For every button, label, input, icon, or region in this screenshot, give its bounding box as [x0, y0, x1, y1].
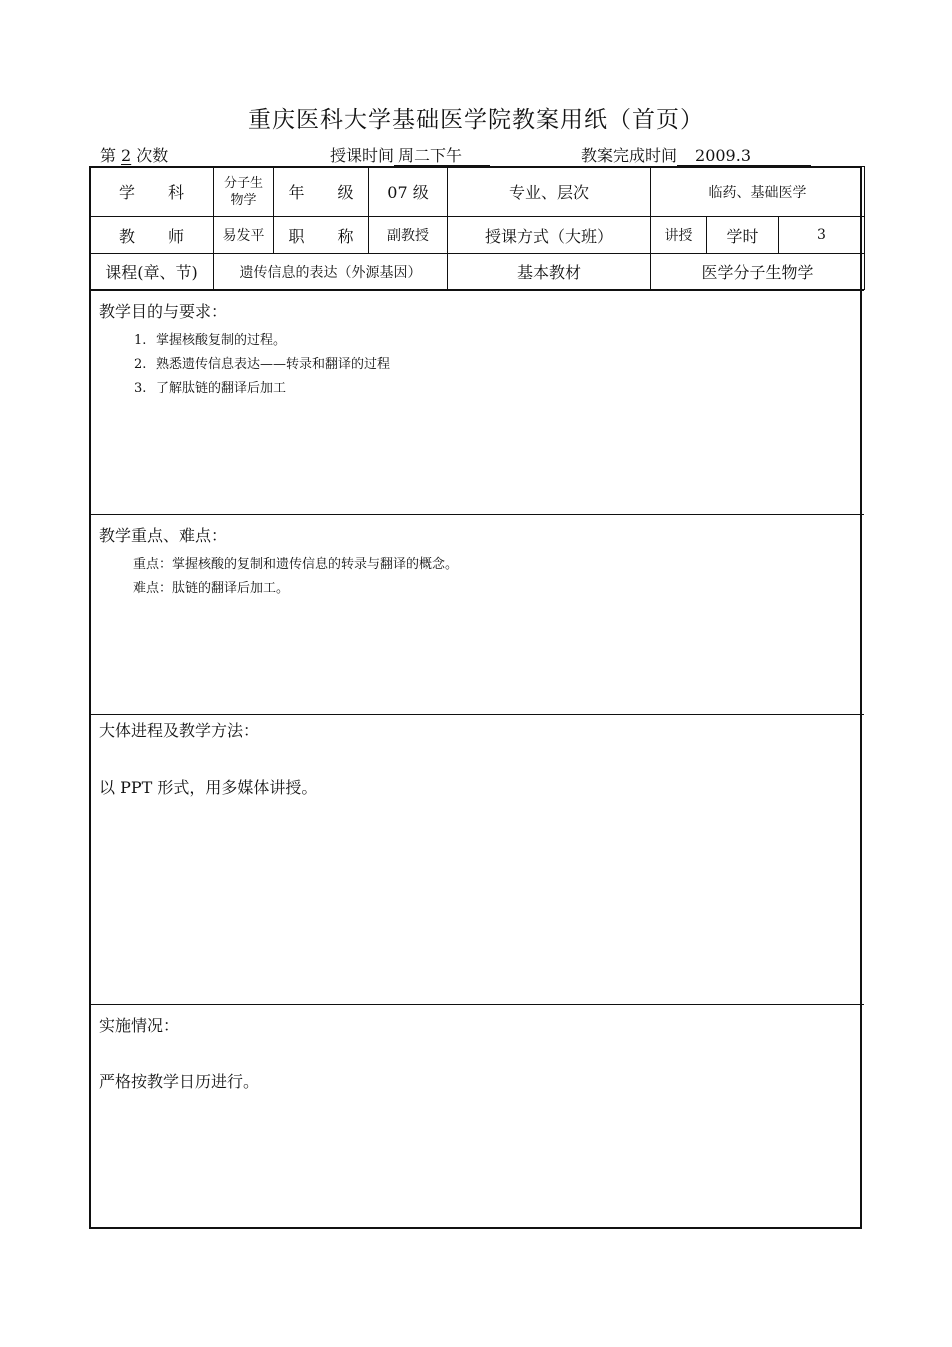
method-label: 授课方式（大班）	[448, 217, 651, 254]
teacher-label: 教 师	[90, 217, 214, 254]
completion-label: 教案完成时间	[581, 146, 678, 165]
class-time-value: 周二下午	[394, 147, 490, 166]
class-time	[330, 143, 490, 165]
implementation-text: 严格按教学日历进行。	[99, 1072, 260, 1091]
subject-value	[214, 167, 274, 217]
implementation-heading: 实施情况：	[99, 1016, 180, 1035]
progress-heading: 大体进程及教学方法：	[99, 721, 260, 740]
session-suffix: 次数	[136, 146, 169, 165]
session-number	[100, 143, 168, 165]
subject-value-line2: 物学	[230, 192, 257, 208]
textbook-label: 基本教材	[448, 254, 651, 290]
objectives-heading: 教学目的与要求：	[99, 302, 228, 321]
hours-value: 3	[779, 217, 865, 254]
title-label: 职 称	[274, 217, 369, 254]
list-item: 1. 掌握核酸复制的过程。	[134, 333, 287, 348]
title-value: 副教授	[369, 217, 448, 254]
method-value: 讲授	[651, 217, 707, 254]
session-prefix: 第	[100, 146, 117, 165]
keypoints-list	[133, 553, 458, 601]
completion-value: 2009.3	[677, 147, 811, 166]
grade-label: 年 级	[274, 167, 369, 217]
class-time-label: 授课时间	[330, 146, 395, 165]
objectives-list	[134, 329, 390, 401]
keypoints-heading: 教学重点、难点：	[99, 526, 228, 545]
list-item: 2. 熟悉遗传信息表达——转录和翻译的过程	[134, 357, 391, 372]
progress-section	[89, 714, 864, 1004]
major-value: 临药、基础医学	[651, 167, 865, 217]
objectives-section	[89, 290, 864, 514]
focus-text: 重点：掌握核酸的复制和遗传信息的转录与翻译的概念。	[133, 557, 459, 572]
list-item: 3. 了解肽链的翻译后加工	[134, 381, 287, 396]
subject-label: 学 科	[90, 167, 214, 217]
keypoints-section	[89, 514, 864, 714]
progress-text: 以 PPT 形式，用多媒体讲授。	[99, 778, 318, 797]
course-label: 课程(章、节)	[90, 254, 214, 290]
info-table	[89, 166, 865, 290]
page-title: 重庆医科大学基础医学院教案用纸（首页）	[248, 107, 704, 133]
session-num: 2	[121, 146, 132, 165]
textbook-value: 医学分子生物学	[651, 254, 865, 290]
difficulty-text: 难点：肽链的翻译后加工。	[133, 581, 290, 596]
implementation-section	[89, 1004, 864, 1228]
teacher-value: 易发平	[214, 217, 274, 254]
major-label: 专业、层次	[448, 167, 651, 217]
row-teacher	[90, 217, 865, 254]
hours-label: 学时	[707, 217, 779, 254]
row-subject	[90, 167, 865, 217]
grade-value: 07 级	[369, 167, 448, 217]
completion-time	[581, 143, 811, 165]
course-value: 遗传信息的表达（外源基因）	[214, 254, 448, 290]
row-course	[90, 254, 865, 290]
subject-value-line1: 分子生	[223, 175, 263, 191]
